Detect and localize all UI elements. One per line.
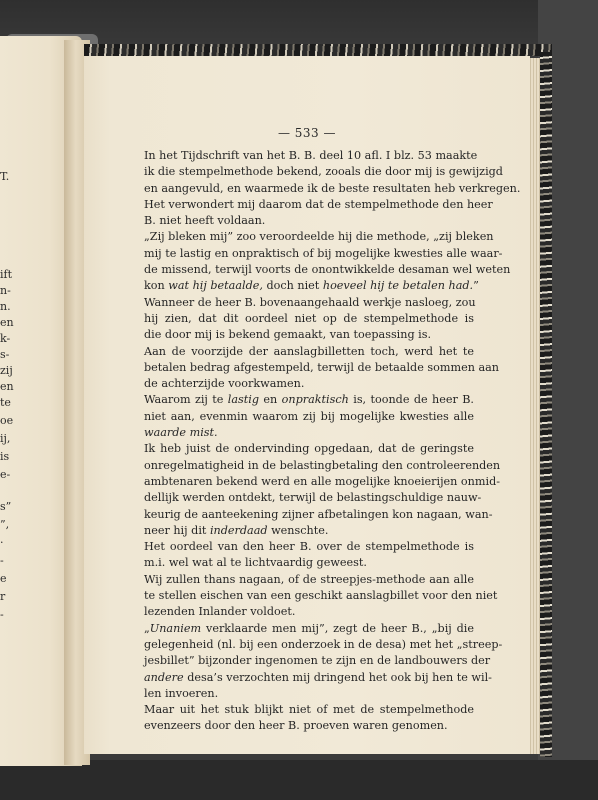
left-page-fragment: k- — [0, 332, 11, 345]
text-segment: Waarom zij te — [144, 393, 228, 407]
marbled-side-edge — [540, 52, 552, 757]
italic-text: onpraktisch — [281, 393, 349, 407]
left-page-fragment: e — [0, 572, 7, 585]
italic-text: lastig — [227, 393, 260, 407]
italic-text: inderdaad — [209, 523, 268, 537]
text-line — [144, 425, 474, 441]
right-page — [84, 56, 530, 754]
left-page-fragment: s- — [0, 348, 10, 361]
left-page-fragment: en — [0, 316, 14, 329]
text-segment: en — [259, 393, 282, 407]
text-line: B. niet heeft voldaan. — [144, 214, 266, 228]
text-segment: „ — [144, 621, 150, 635]
text-line: jesbillet” bijzonder ingenomen te zijn en de landbouwers der — [144, 654, 491, 668]
italic-text: waarde mist. — [144, 426, 218, 440]
text-line: Aan de voorzijde der aanslagbilletten toch, werd het te — [144, 344, 474, 358]
left-page-fragment: en — [0, 380, 14, 393]
italic-text: andere — [144, 670, 184, 684]
left-page-fragment: zij — [0, 364, 13, 377]
text-line: lezenden Inlander voldoet. — [144, 605, 296, 619]
text-line — [144, 278, 479, 294]
text-line: te stellen eischen van een geschikt aanslagbillet voor den niet — [144, 589, 498, 603]
text-line: hij zien, dat dit oordeel niet op de stempelmethode is — [144, 311, 474, 325]
text-line: onregelmatigheid in de belastingbetaling den controleerenden — [144, 458, 501, 472]
text-segment: ” — [473, 279, 479, 293]
page-number: — 533 — — [277, 126, 337, 140]
text-segment: is, toonde de heer B. — [348, 393, 474, 407]
marbled-top-edge — [84, 44, 552, 56]
text-line: keurig de aanteekening zijner afbetalingen kon nagaan, wan- — [144, 507, 493, 521]
text-segment: desa’s verzochten mij dringend het ook bij hen te wil- — [183, 670, 492, 684]
text-line: de missend, terwijl voorts de onontwikkelde desaman wel weten — [144, 263, 511, 277]
text-line: en aangevuld, en waarmede ik de beste resultaten heb verkregen. — [144, 181, 521, 195]
text-line: m.i. wel wat al te lichtvaardig geweest. — [144, 556, 367, 570]
left-page-fragment: - — [0, 608, 4, 621]
text-line — [144, 670, 492, 686]
italic-text: hoeveel hij te betalen had. — [322, 279, 474, 293]
left-page-fragment: ”, — [0, 518, 10, 531]
background-bottom — [0, 760, 598, 800]
text-line: Het verwondert mij daarom dat de stempelmethode den heer — [144, 197, 493, 211]
text-line: ik die stempelmethode bekend, zooals die door mij is gewijzigd — [144, 165, 503, 179]
left-page-text-fragments — [0, 36, 60, 766]
text-line — [144, 392, 474, 408]
left-page-fragment: r — [0, 590, 6, 603]
text-segment: doch niet — [262, 279, 323, 293]
text-line: In het Tijdschrift van het B. B. deel 10 afl. I blz. 53 maakte — [144, 149, 478, 162]
text-line: betalen bedrag afgestempeld, terwijl de betaalde sommen aan — [144, 360, 499, 374]
text-segment: wenschte. — [267, 523, 329, 537]
left-page-fragment: te — [0, 396, 11, 409]
text-line: de achterzijde voorkwamen. — [144, 377, 305, 391]
left-page-fragment: · — [0, 536, 4, 549]
text-segment: kon — [144, 279, 169, 293]
left-page-fragment: is — [0, 450, 10, 463]
text-segment: neer hij dit — [144, 523, 210, 537]
body-text — [144, 148, 521, 735]
left-page-fragment: n. — [0, 300, 11, 313]
text-line: die door mij is bekend gemaakt, van toepassing is. — [144, 328, 432, 342]
left-page-fragment: T. — [0, 170, 10, 183]
text-line: Maar uit het stuk blijkt niet of met de stempelmethode — [144, 703, 474, 717]
text-line: Wij zullen thans nagaan, of de streepjes-methode aan alle — [144, 572, 474, 586]
text-line: „Zij bleken mij” zoo veroordeelde hij die methode, „zij bleken — [144, 230, 494, 244]
left-page-fragment: s” — [0, 500, 12, 513]
left-page-fragment: ij, — [0, 432, 11, 445]
left-page-fragment: e- — [0, 468, 11, 481]
text-line — [144, 523, 474, 539]
text-line — [144, 621, 474, 637]
text-line: Wanneer de heer B. bovenaangehaald werkje nasloeg, zou — [144, 295, 476, 309]
text-line: ambtenaren bekend werd en alle mogelijke knoeierijen onmid- — [144, 474, 501, 488]
left-page-fragment: n- — [0, 284, 11, 297]
left-page-fragment: - — [0, 554, 4, 567]
left-page-fragment: oe — [0, 414, 14, 427]
text-segment: verklaarde men mij”, zegt de heer B., „bij die — [201, 621, 474, 635]
text-line: len invoeren. — [144, 686, 219, 700]
text-line: Het oordeel van den heer B. over de stempelmethode is — [144, 540, 474, 554]
text-line: niet aan, evenmin waarom zij bij mogelijke kwesties alle — [144, 409, 474, 423]
text-line: dellijk werden ontdekt, terwijl de belastingschuldige nauw- — [144, 491, 482, 505]
text-line: gelegenheid (nl. bij een onderzoek in de desa) met het „streep- — [144, 637, 503, 651]
text-line: Ik heb juist de ondervinding opgedaan, dat de geringste — [144, 442, 474, 456]
italic-text: Unaniem — [149, 621, 202, 635]
text-line: mij te lastig en onpraktisch of bij mogelijke kwesties alle waar- — [144, 246, 503, 260]
text-line: evenzeers door den heer B. proeven waren genomen. — [144, 719, 448, 733]
left-page-fragment: ift — [0, 268, 13, 281]
italic-text: wat hij betaalde, — [168, 279, 263, 293]
